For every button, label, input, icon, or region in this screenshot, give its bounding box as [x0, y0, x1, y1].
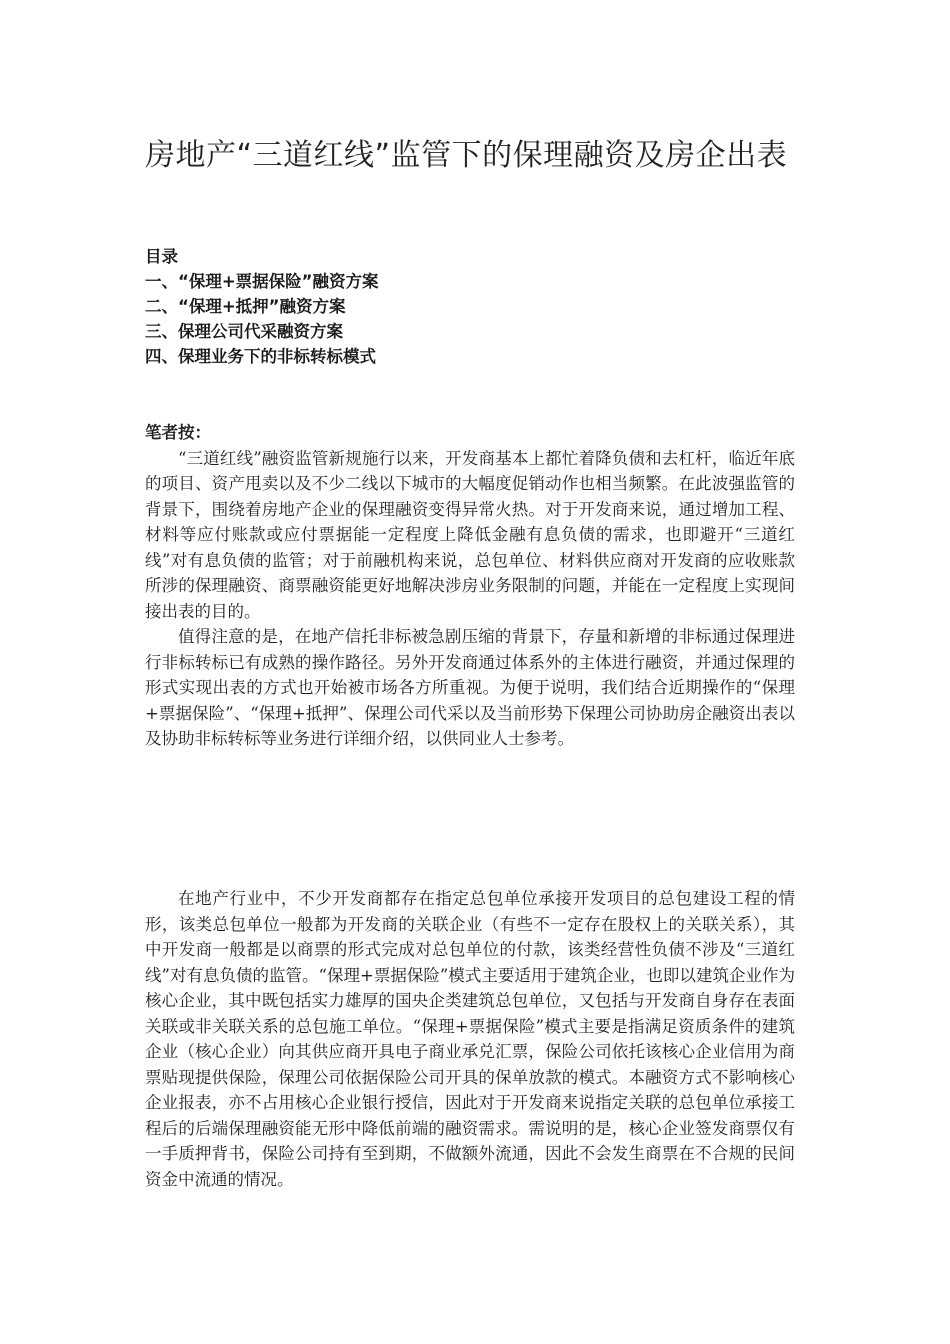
table-of-contents — [145, 244, 805, 369]
body-section — [145, 886, 795, 1192]
toc-item: 三、保理公司代采融资方案 — [145, 322, 343, 341]
toc-heading: 目录 — [145, 247, 178, 266]
toc-item: 二、“保理+抵押”融资方案 — [145, 297, 346, 316]
document-title: 房地产“三道红线”监管下的保理融资及房企出表 — [145, 138, 788, 173]
body-paragraph: 在地产行业中，不少开发商都存在指定总包单位承接开发项目的总包建设工程的情形，该类总包单位一般都为开发商的关联企业（有些不一定存在股权上的关联关系），其中开发商一般都是以商票的形式完成对总包单位的付款，该类经营性负债不涉及“三道红线”对有息负债的监管。“保理+票据保险”模式主要适用于建筑企业，也即以建筑企业作为核心企业，其中既包括实力雄厚的国央企类建筑总包单位，又包括与开发商自身存在表面关联或非关联关系的总包施工单位。“保理+票据保险”模式主要是指满足资质条件的建筑企业（核心企业）向其供应商开具电子商业承兑汇票，保险公司依托该核心企业信用为商票贴现提供保险，保理公司依据保险公司开具的保单放款的模式。本融资方式不影响核心企业报表，亦不占用核心企业银行授信，因此对于开发商来说指定关联的总包单位承接工程后的后端保理融资能无形中降低前端的融资需求。需说明的是，核心企业签发商票仅有一手质押背书，保险公司持有至到期，不做额外流通，因此不会发生商票在不合规的民间资金中流通的情况。 — [145, 889, 795, 1189]
toc-item: 一、“保理+票据保险”融资方案 — [145, 272, 379, 291]
author-note-paragraph: 值得注意的是，在地产信托非标被急剧压缩的背景下，存量和新增的非标通过保理进行非标转标已有成熟的操作路径。另外开发商通过体系外的主体进行融资，并通过保理的形式实现出表的方式也开始被市场各方所重视。为便于说明，我们结合近期操作的“保理+票据保险”、“保理+抵押”、保理公司代采以及当前形势下保理公司协助房企融资出表以及协助非标转标等业务进行详细介绍，以供同业人士参考。 — [145, 627, 795, 748]
author-note-section — [145, 420, 795, 752]
author-note-paragraph: “三道红线”融资监管新规施行以来，开发商基本上都忙着降负债和去杠杆，临近年底的项目、资产甩卖以及不少二线以下城市的大幅度促销动作也相当频繁。在此波强监管的背景下，围绕着房地产企业的保理融资变得异常火热。对于开发商来说，通过增加工程、材料等应付账款或应付票据能一定程度上降低金融有息负债的需求，也即避开“三道红线”对有息负债的监管；对于前融机构来说，总包单位、材料供应商对开发商的应收账款所涉的保理融资、商票融资能更好地解决涉房业务限制的问题，并能在一定程度上实现间接出表的目的。 — [145, 448, 795, 621]
toc-item: 四、保理业务下的非标转标模式 — [145, 347, 376, 366]
author-note-heading: 笔者按： — [145, 423, 211, 442]
